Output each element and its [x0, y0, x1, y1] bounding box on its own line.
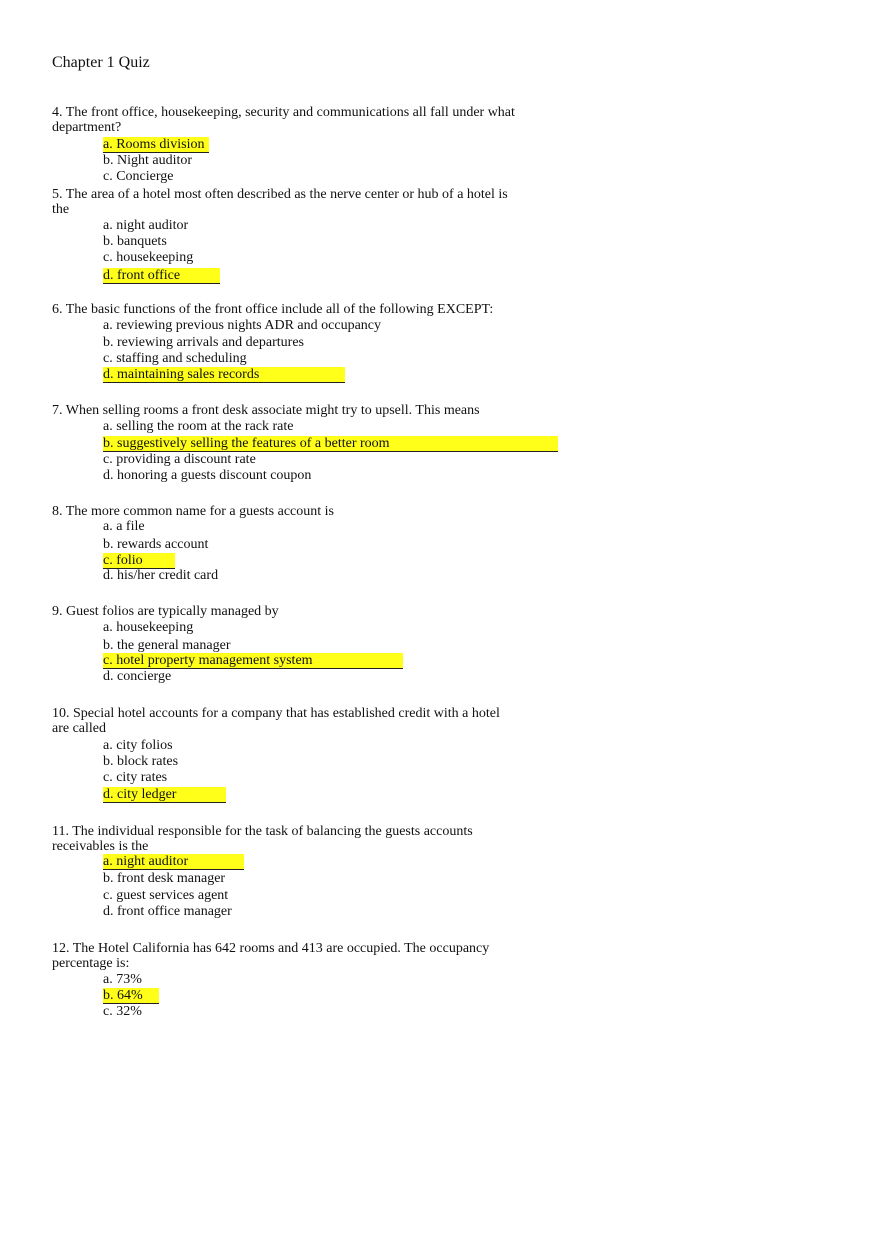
question-5-option-c[interactable]: c. housekeeping	[103, 250, 194, 265]
question-7-stem	[52, 403, 542, 418]
question-9-option-d[interactable]: d. concierge	[103, 669, 172, 684]
question-6-option-b[interactable]: b. reviewing arrivals and departures	[103, 335, 304, 350]
question-6-option-a[interactable]: a. reviewing previous nights ADR and occupancy	[103, 318, 381, 333]
question-9-stem	[52, 604, 542, 619]
question-10-stem	[52, 706, 542, 736]
question-stem-line: 6. The basic functions of the front office include all of the following EXCEPT:	[52, 302, 494, 317]
highlighted-answer: a. Rooms division	[103, 137, 209, 153]
question-stem-line: 9. Guest folios are typically managed by	[52, 604, 279, 619]
question-5-option-d[interactable]	[103, 268, 220, 284]
question-9-option-a[interactable]: a. housekeeping	[103, 620, 194, 635]
question-7-option-d[interactable]: d. honoring a guests discount coupon	[103, 468, 312, 483]
question-stem-line: 12. The Hotel California has 642 rooms and 413 are occupied. The occupancy	[52, 941, 490, 956]
question-4-option-b[interactable]: b. Night auditor	[103, 153, 193, 168]
question-12-option-a[interactable]: a. 73%	[103, 972, 142, 987]
question-8-option-a[interactable]: a. a file	[103, 519, 145, 534]
question-stem-line: receivables is the	[52, 839, 149, 854]
question-9-option-c[interactable]	[103, 653, 403, 669]
highlighted-answer: c. folio	[103, 553, 175, 569]
highlighted-answer: d. maintaining sales records	[103, 367, 345, 383]
question-stem-line: the	[52, 202, 70, 217]
question-4-stem	[52, 105, 542, 135]
question-8-option-b[interactable]: b. rewards account	[103, 537, 209, 552]
question-11-stem	[52, 824, 542, 854]
question-stem-line: 4. The front office, housekeeping, security and communications all fall under what	[52, 105, 515, 120]
question-12-stem	[52, 941, 542, 971]
question-8-option-d[interactable]: d. his/her credit card	[103, 568, 219, 583]
question-6-option-c[interactable]: c. staffing and scheduling	[103, 351, 247, 366]
highlighted-answer: c. hotel property management system	[103, 653, 403, 669]
question-stem-line: percentage is:	[52, 956, 130, 971]
question-7-option-a[interactable]: a. selling the room at the rack rate	[103, 419, 294, 434]
question-6-stem	[52, 302, 542, 317]
question-stem-line: 7. When selling rooms a front desk associate might try to upsell. This means	[52, 403, 480, 418]
question-stem-line: 10. Special hotel accounts for a company that has established credit with a hotel	[52, 706, 500, 721]
question-11-option-a[interactable]	[103, 854, 244, 870]
highlighted-answer: b. 64%	[103, 988, 159, 1004]
question-5-stem	[52, 187, 542, 217]
question-7-option-c[interactable]: c. providing a discount rate	[103, 452, 256, 467]
question-12-option-c[interactable]: c. 32%	[103, 1004, 142, 1019]
question-10-option-b[interactable]: b. block rates	[103, 754, 179, 769]
question-10-option-c[interactable]: c. city rates	[103, 770, 168, 785]
question-stem-line: 11. The individual responsible for the task of balancing the guests accounts	[52, 824, 473, 839]
question-7-option-b[interactable]	[103, 436, 558, 452]
question-5-option-a[interactable]: a. night auditor	[103, 218, 189, 233]
question-10-option-d[interactable]	[103, 787, 226, 803]
question-11-option-b[interactable]: b. front desk manager	[103, 871, 226, 886]
highlighted-answer: b. suggestively selling the features of a better room	[103, 436, 558, 452]
question-8-option-c[interactable]	[103, 553, 175, 569]
question-12-option-b[interactable]	[103, 988, 159, 1004]
question-4-option-a[interactable]	[103, 137, 209, 153]
question-stem-line: are called	[52, 721, 107, 736]
question-stem-line: department?	[52, 120, 122, 135]
question-stem-line: 5. The area of a hotel most often described as the nerve center or hub of a hotel is	[52, 187, 508, 202]
question-11-option-c[interactable]: c. guest services agent	[103, 888, 229, 903]
question-stem-line: 8. The more common name for a guests account is	[52, 504, 334, 519]
question-8-stem	[52, 504, 542, 519]
question-10-option-a[interactable]: a. city folios	[103, 738, 173, 753]
page-title: Chapter 1 Quiz	[52, 54, 150, 71]
question-9-option-b[interactable]: b. the general manager	[103, 638, 231, 653]
question-5-option-b[interactable]: b. banquets	[103, 234, 167, 249]
question-6-option-d[interactable]	[103, 367, 345, 383]
highlighted-answer: a. night auditor	[103, 854, 244, 870]
question-4-option-c[interactable]: c. Concierge	[103, 169, 174, 184]
highlighted-answer: d. front office	[103, 268, 220, 284]
highlighted-answer: d. city ledger	[103, 787, 226, 803]
question-11-option-d[interactable]: d. front office manager	[103, 904, 232, 919]
